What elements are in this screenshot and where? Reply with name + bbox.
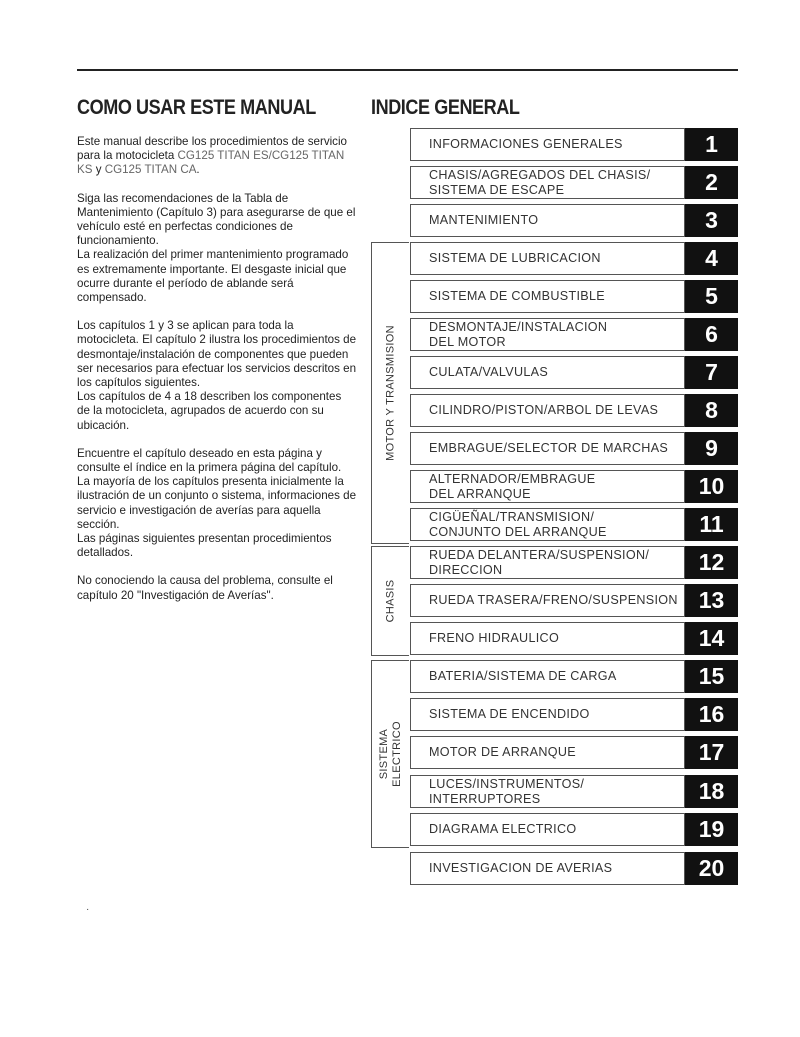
chapter-number: 2 (685, 166, 738, 199)
chapter-row-19[interactable] (410, 813, 738, 846)
chapter-label: INFORMACIONES GENERALES (429, 137, 623, 152)
intro-paragraph-3b: Los capítulos de 4 a 18 describen los componentes de la motocicleta, agrupados de acuerdo con su ubicación. (77, 390, 342, 432)
chapter-number: 11 (685, 508, 738, 541)
chapter-label-box (410, 128, 685, 161)
chapter-number: 17 (685, 736, 738, 769)
chapter-label-box (410, 280, 685, 313)
intro-paragraph-5: No conociendo la causa del problema, consulte el capítulo 20 "Investigación de Averías". (77, 574, 333, 602)
chapter-label: SISTEMA DE ENCENDIDO (429, 707, 590, 722)
chapter-label: INVESTIGACION DE AVERIAS (429, 861, 613, 876)
intro-text-span: Este manual describe los procedimientos de servicio para la motocicleta (77, 135, 348, 163)
chapter-row-10[interactable] (410, 470, 738, 503)
chapter-row-13[interactable] (410, 584, 738, 617)
chapter-label-box (410, 546, 685, 579)
chapter-label-box (410, 470, 685, 503)
chapter-row-20[interactable] (410, 852, 738, 885)
chapter-number: 1 (685, 128, 738, 161)
intro-paragraph-2a: Siga las recomendaciones de la Tabla de Mantenimiento (Capítulo 3) para asegurarse de que el vehículo esté en perfectas condiciones de funcionamiento. (77, 191, 356, 248)
chapter-label-box (410, 584, 685, 617)
intro-paragraph-2b: La realización del primer mantenimiento programado es extremamente importante. El desgaste inicial que ocurre durante el período de ablande será compensado. (77, 248, 349, 305)
chapter-label: MANTENIMIENTO (429, 213, 539, 228)
section-title-general-index: INDICE GENERAL (371, 96, 520, 119)
model-name: CG125 TITAN ES/CG125 TITAN KS (77, 149, 345, 177)
model-name: CG125 TITAN CA (104, 163, 197, 177)
chapter-label: CHASIS/AGREGADOS DEL CHASIS/ SISTEMA DE ESCAPE (429, 168, 651, 197)
chapter-label: ALTERNADOR/EMBRAGUE DEL ARRANQUE (429, 472, 596, 501)
chapter-row-8[interactable] (410, 394, 738, 427)
group-label: MOTOR Y TRANSMISION (384, 325, 396, 461)
chapter-label-box (410, 813, 685, 846)
chapter-label: CULATA/VALVULAS (429, 365, 549, 380)
chapter-label-box (410, 852, 685, 885)
chapter-number: 3 (685, 204, 738, 237)
chapter-label: LUCES/INSTRUMENTOS/ INTERRUPTORES (429, 777, 585, 806)
chapter-row-3[interactable] (410, 204, 738, 237)
chapter-label: MOTOR DE ARRANQUE (429, 745, 576, 760)
chapter-label: BATERIA/SISTEMA DE CARGA (429, 669, 617, 684)
chapter-label-box (410, 318, 685, 351)
chapter-label-box (410, 660, 685, 693)
chapter-label-box (410, 166, 685, 199)
chapter-label-box (410, 356, 685, 389)
intro-paragraph-4b: La mayoría de los capítulos presenta inicialmente la ilustración de un conjunto o sistema, informaciones de servicio e investigación de averías para aquella sección. (77, 475, 357, 531)
chapter-number: 7 (685, 356, 738, 389)
chapter-label-box (410, 736, 685, 769)
chapter-label: SISTEMA DE COMBUSTIBLE (429, 289, 605, 304)
chapter-row-2[interactable] (410, 166, 738, 199)
chapter-label-box (410, 242, 685, 275)
chapter-label: FRENO HIDRAULICO (429, 631, 560, 646)
chapter-label: RUEDA DELANTERA/SUSPENSION/ DIRECCION (429, 548, 650, 577)
chapter-label: DESMONTAJE/INSTALACION DEL MOTOR (429, 320, 608, 349)
chapter-row-1[interactable] (410, 128, 738, 161)
chapter-row-14[interactable] (410, 622, 738, 655)
chapter-number: 15 (685, 660, 738, 693)
group-chasis (371, 546, 409, 656)
chapter-row-7[interactable] (410, 356, 738, 389)
chapter-number: 13 (685, 584, 738, 617)
chapter-row-6[interactable] (410, 318, 738, 351)
chapter-number: 10 (685, 470, 738, 503)
chapter-row-5[interactable] (410, 280, 738, 313)
chapter-label: DIAGRAMA ELECTRICO (429, 822, 577, 837)
chapter-label: CIGÜEÑAL/TRANSMISION/ CONJUNTO DEL ARRANQUE (429, 510, 607, 539)
chapter-number: 4 (685, 242, 738, 275)
chapter-row-9[interactable] (410, 432, 738, 465)
chapter-number: 19 (685, 813, 738, 846)
chapter-row-11[interactable] (410, 508, 738, 541)
chapter-label-box (410, 508, 685, 541)
chapter-number: 12 (685, 546, 738, 579)
chapter-number: 14 (685, 622, 738, 655)
chapter-row-18[interactable] (410, 775, 738, 808)
chapter-label: CILINDRO/PISTON/ARBOL DE LEVAS (429, 403, 659, 418)
section-title-how-to-use: COMO USAR ESTE MANUAL (77, 96, 316, 119)
chapter-number: 20 (685, 852, 738, 885)
chapter-number: 9 (685, 432, 738, 465)
chapter-label-box (410, 204, 685, 237)
chapter-label-box (410, 775, 685, 808)
chapter-row-12[interactable] (410, 546, 738, 579)
chapter-label-box (410, 698, 685, 731)
chapter-label-box (410, 432, 685, 465)
intro-text-span: y (92, 163, 105, 177)
chapter-row-16[interactable] (410, 698, 738, 731)
intro-text (77, 135, 357, 617)
group-motor-transmision (371, 242, 409, 544)
intro-paragraph-3a: Los capítulos 1 y 3 se aplican para toda la motocicleta. El capítulo 2 ilustra los procedimientos de desmontaje/instalación de componentes que pueden ser necesarios para efectuar los servicios descritos en los capítulos siguientes. (77, 319, 357, 390)
chapter-label: SISTEMA DE LUBRICACION (429, 251, 601, 266)
chapter-number: 18 (685, 775, 738, 808)
intro-paragraph-4c: Las páginas siguientes presentan procedimientos detallados. (77, 532, 332, 560)
group-label: SISTEMA ELECTRICO (377, 721, 403, 787)
chapter-number: 5 (685, 280, 738, 313)
intro-paragraph-1 (77, 135, 357, 178)
chapter-label-box (410, 394, 685, 427)
intro-text-span: . (196, 163, 200, 177)
chapter-label: RUEDA TRASERA/FRENO/SUSPENSION (429, 593, 678, 608)
group-label: CHASIS (384, 579, 396, 623)
intro-paragraph-4a: Encuentre el capítulo deseado en esta página y consulte el índice en la primera página del capítulo. (77, 446, 342, 475)
chapter-row-4[interactable] (410, 242, 738, 275)
chapter-number: 8 (685, 394, 738, 427)
chapter-number: 16 (685, 698, 738, 731)
group-sistema-electrico (371, 660, 409, 848)
chapter-label-box (410, 622, 685, 655)
header-rule (77, 69, 738, 71)
chapter-row-15[interactable] (410, 660, 738, 693)
stray-dot: · (86, 904, 90, 915)
chapter-label: EMBRAGUE/SELECTOR DE MARCHAS (429, 441, 669, 456)
chapter-number: 6 (685, 318, 738, 351)
chapter-row-17[interactable] (410, 736, 738, 769)
